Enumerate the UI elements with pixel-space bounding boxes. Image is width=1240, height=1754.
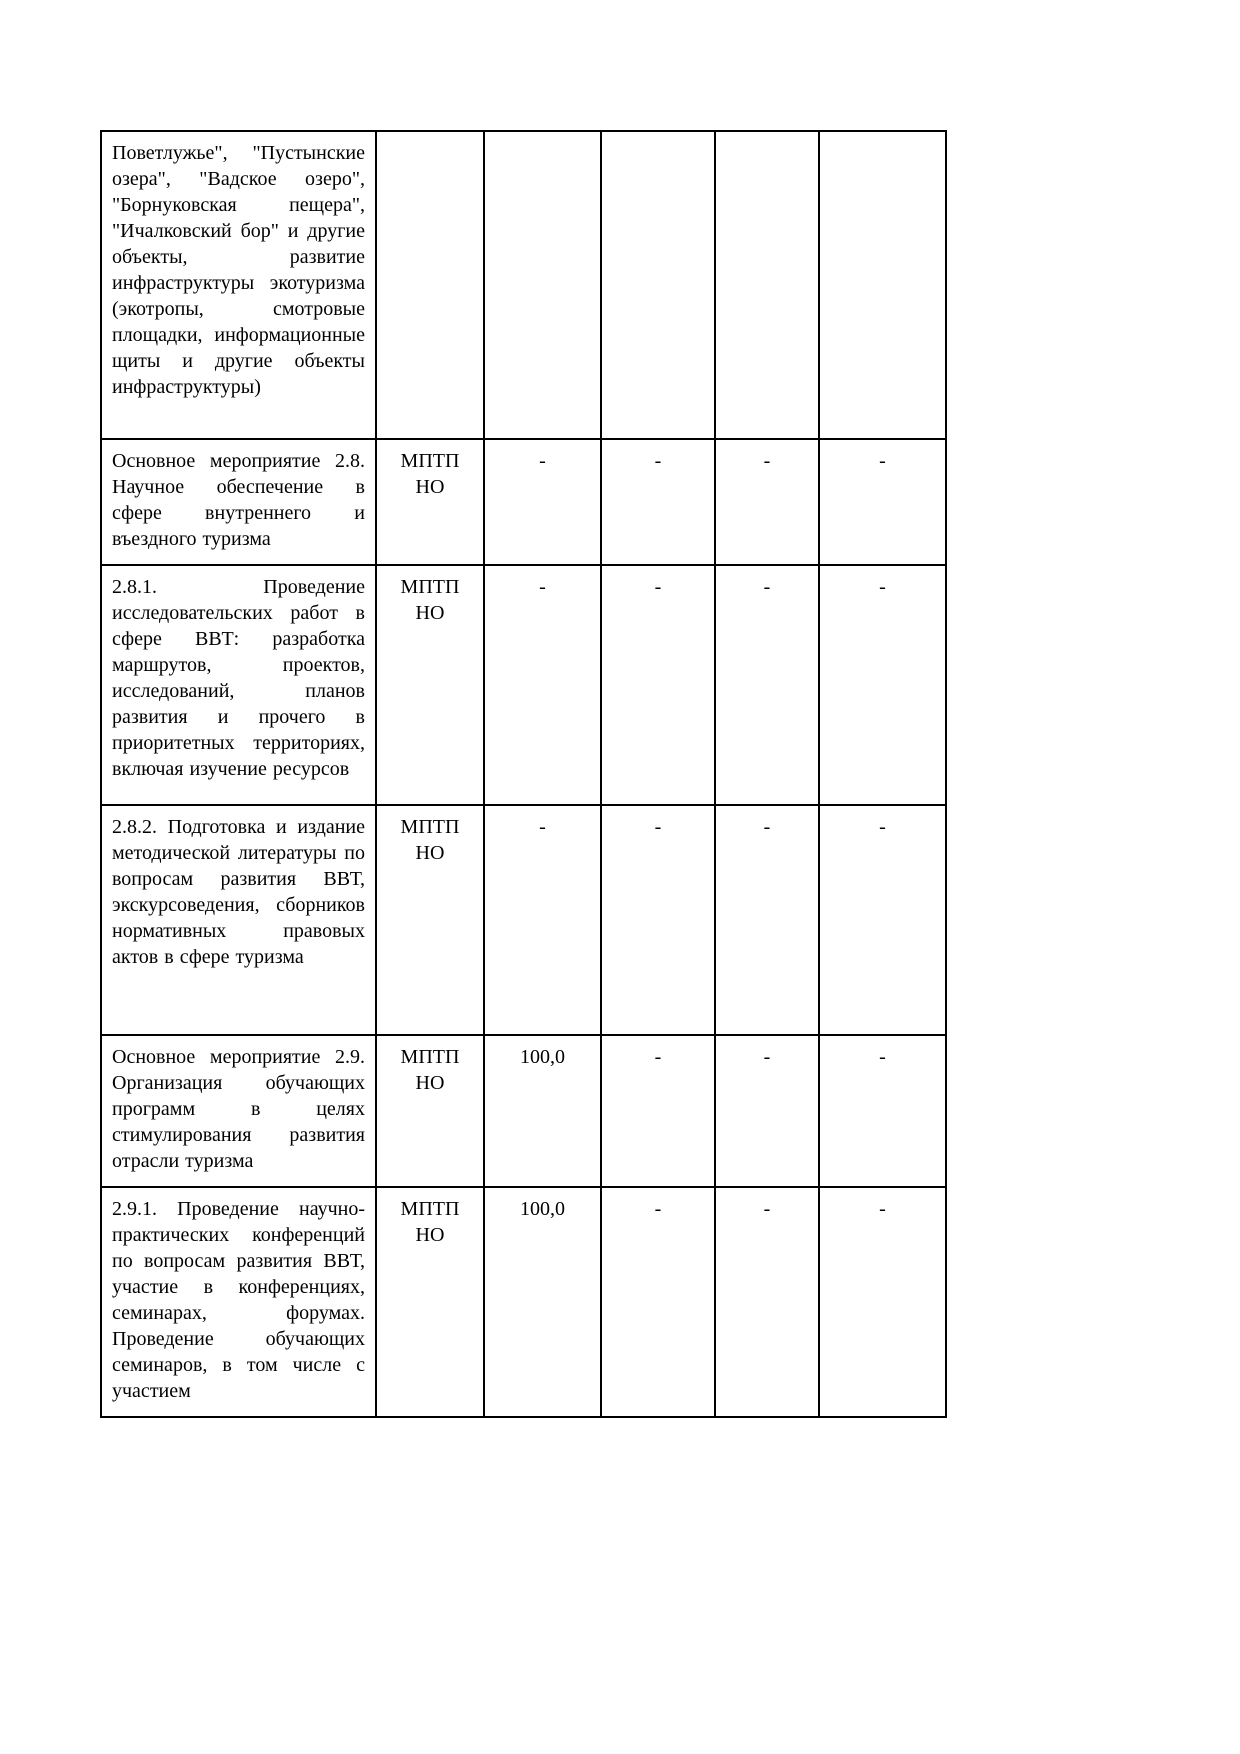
table-row bbox=[101, 805, 946, 1035]
value-cell: - bbox=[715, 439, 819, 565]
value-cell: - bbox=[601, 1187, 715, 1417]
value-cell: - bbox=[715, 1187, 819, 1417]
measure-description: Основное мероприятие 2.8. Научное обеспечение в сфере внутреннего и въездного туризма bbox=[101, 439, 376, 565]
value-cell bbox=[819, 131, 946, 439]
value-cell: - bbox=[601, 805, 715, 1035]
value-cell: - bbox=[601, 439, 715, 565]
value-cell: 100,0 bbox=[484, 1035, 601, 1187]
program-measures-table bbox=[100, 130, 947, 1418]
table-row bbox=[101, 565, 946, 805]
value-cell: - bbox=[715, 565, 819, 805]
value-cell bbox=[715, 131, 819, 439]
table-row bbox=[101, 1035, 946, 1187]
measure-description: Основное мероприятие 2.9. Организация обучающих программ в целях стимулирования развития отрасли туризма bbox=[101, 1035, 376, 1187]
value-cell: - bbox=[819, 565, 946, 805]
value-cell: - bbox=[819, 805, 946, 1035]
value-cell bbox=[484, 131, 601, 439]
value-cell: - bbox=[601, 565, 715, 805]
value-cell: - bbox=[819, 1187, 946, 1417]
measure-description: 2.8.2. Подготовка и издание методической литературы по вопросам развития ВВТ, экскурсоведения, сборников нормативных правовых актов в сфере туризма bbox=[101, 805, 376, 1035]
value-cell: - bbox=[601, 1035, 715, 1187]
measure-description: 2.8.1. Проведение исследовательских работ в сфере ВВТ: разработка маршрутов, проектов, исследований, планов развития и прочего в приоритетных территориях, включая изучение ресурсов bbox=[101, 565, 376, 805]
executor-cell: МПТП НО bbox=[376, 805, 484, 1035]
table-row bbox=[101, 439, 946, 565]
value-cell: - bbox=[715, 805, 819, 1035]
value-cell: - bbox=[484, 439, 601, 565]
executor-cell: МПТП НО bbox=[376, 439, 484, 565]
executor-cell: МПТП НО bbox=[376, 1187, 484, 1417]
executor-cell bbox=[376, 131, 484, 439]
table-row bbox=[101, 1187, 946, 1417]
value-cell: - bbox=[484, 565, 601, 805]
measure-description: 2.9.1. Проведение научно-практических конференций по вопросам развития ВВТ, участие в конференциях, семинарах, форумах. Проведение обучающих семинаров, в том числе с участием bbox=[101, 1187, 376, 1417]
value-cell bbox=[601, 131, 715, 439]
value-cell: 100,0 bbox=[484, 1187, 601, 1417]
value-cell: - bbox=[484, 805, 601, 1035]
value-cell: - bbox=[819, 1035, 946, 1187]
executor-cell: МПТП НО bbox=[376, 565, 484, 805]
executor-cell: МПТП НО bbox=[376, 1035, 484, 1187]
value-cell: - bbox=[819, 439, 946, 565]
value-cell: - bbox=[715, 1035, 819, 1187]
table-row bbox=[101, 131, 946, 439]
measure-description: Поветлужье", "Пустынские озера", "Вадское озеро", "Борнуковская пещера", "Ичалковский бор" и другие объекты, развитие инфраструктуры экотуризма (экотропы, смотровые площадки, информационные щиты и другие объекты инфраструктуры) bbox=[101, 131, 376, 439]
